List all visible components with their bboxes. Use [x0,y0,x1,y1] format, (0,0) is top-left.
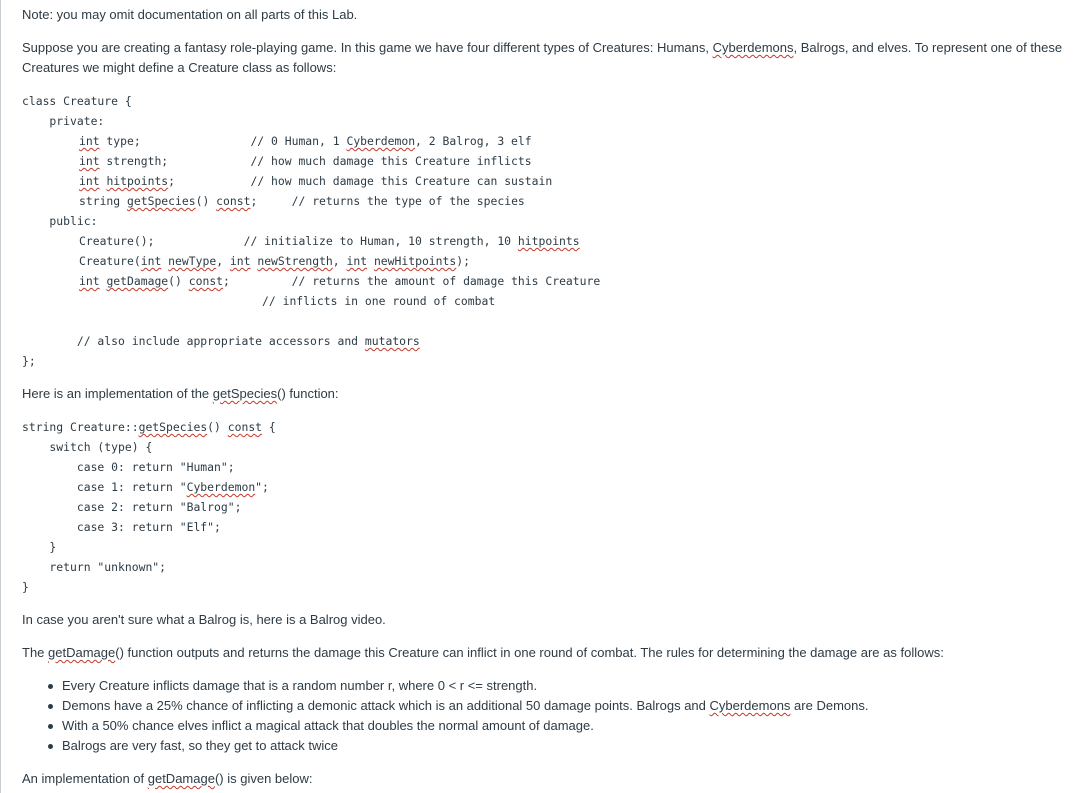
impl-below: An implementation of getDamage() is given below: [22,771,313,786]
spell-word: Cyberdemons [712,40,794,55]
code-line: // also include appropriate accessors and mutators [22,334,420,348]
intro-text: , Balrogs, and elves. To represent one of these [793,40,1063,55]
list-item: Every Creature inflicts damage that is a random number r, where 0 < r <= strength. [22,676,868,696]
code-line: int type; // 0 Human, 1 Cyberdemon, 2 Balrog, 3 elf [79,134,532,148]
note-text: Note: you may omit documentation on all parts of this Lab. [22,7,358,22]
list-item: Balrogs are very fast, so they get to attack twice [22,736,868,756]
code-line: case 0: return "Human"; [22,460,235,474]
code-line: } [22,540,57,554]
impl-intro: Here is an implementation of the getSpecies() function: [22,386,339,401]
code-line: int hitpoints; // how much damage this Creature can sustain [79,174,553,188]
code-line: Creature(int newType, int newStrength, int newHitpoints); [79,254,470,268]
code-line: } [22,580,29,594]
list-item: Demons have a 25% chance of inflicting a demonic attack which is an additional 50 damage points. Balrogs and Cyberdemons are Demons. [22,696,868,716]
balrog-paragraph: In case you aren't sure what a Balrog is, here is a Balrog video. [22,612,386,627]
code-line: int strength; // how much damage this Creature inflicts [79,154,532,168]
code-line: case 2: return "Balrog"; [22,500,242,514]
code-line: public: [22,214,98,228]
code-line: case 3: return "Elf"; [22,520,221,534]
intro-paragraph [22,38,1062,58]
code-line: case 1: return "Cyberdemon"; [22,480,269,494]
list-item: With a 50% chance elves inflict a magical attack that doubles the normal amount of damage. [22,716,868,736]
damage-intro: The getDamage() function outputs and returns the damage this Creature can inflict in one round of combat. The rules for determining the damage are as follows: [22,645,944,660]
rules-list [22,676,868,756]
code-line: return "unknown"; [22,560,167,574]
code-line: private: [22,114,105,128]
intro-paragraph-line2: Creatures we might define a Creature class as follows: [22,60,337,75]
code-line: class Creature { [22,94,132,108]
code-line: }; [22,354,36,368]
intro-text: Suppose you are creating a fantasy role-playing game. In this game we have four different types of Creatures: Humans, [22,40,713,55]
code-line: int getDamage() const; // returns the amount of damage this Creature [79,274,601,288]
code-line: // inflicts in one round of combat [22,294,496,308]
code-line: string getSpecies() const; // returns the type of the species [79,194,525,208]
code-line: string Creature::getSpecies() const { [22,420,276,434]
code-line: Creature(); // initialize to Human, 10 strength, 10 hitpoints [79,234,580,248]
code-line: switch (type) { [22,440,153,454]
